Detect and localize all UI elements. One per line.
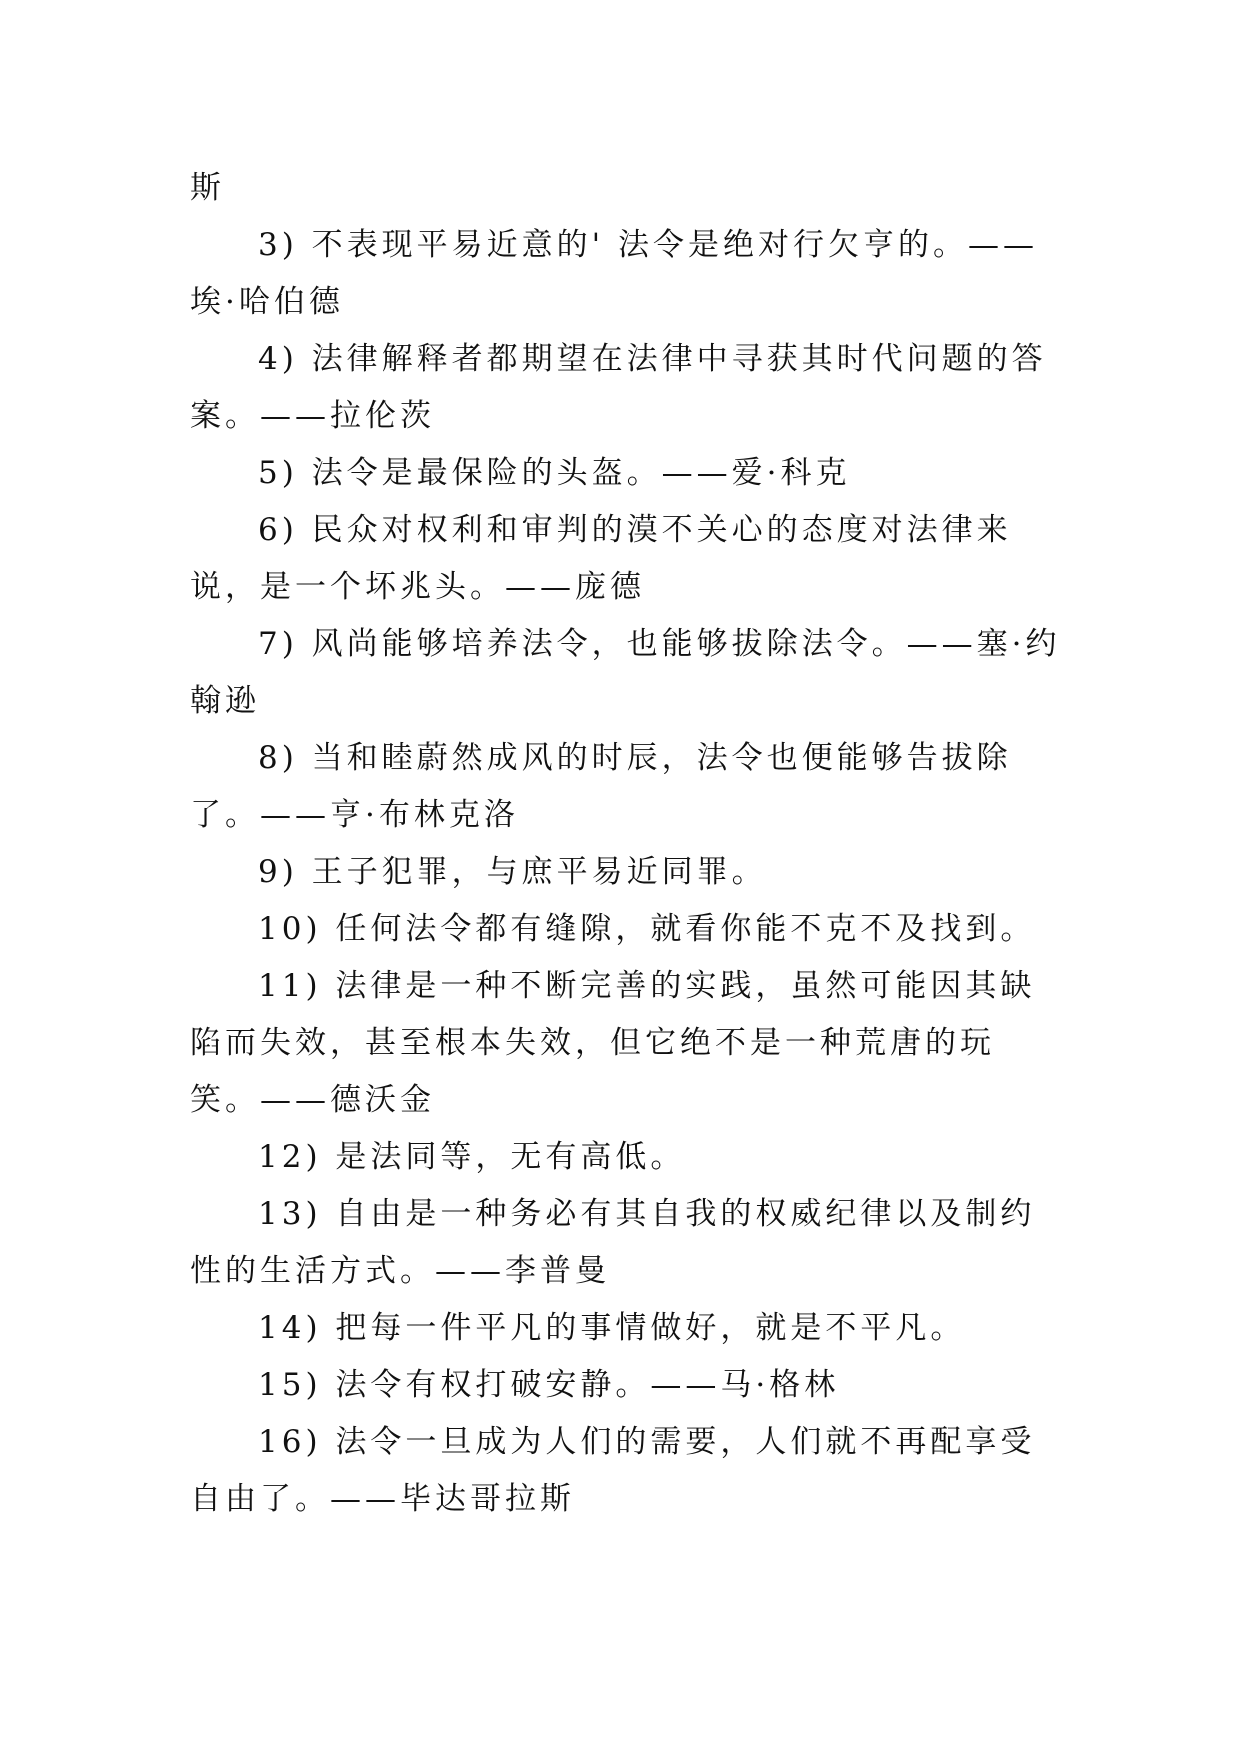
quote-paragraph: 14) 把每一件平凡的事情做好，就是不平凡。 (258, 1310, 966, 1346)
quote-paragraph: 8) 当和睦蔚然成风的时辰，法令也便能够告拔除了。——亨·布林克洛 (190, 740, 1012, 833)
quote-paragraph: 3) 不表现平易近意的' 法令是绝对行欠亨的。——埃·哈伯德 (190, 227, 1039, 320)
quote-paragraph: 4) 法律解释者都期望在法律中寻获其时代问题的答案。——拉伦茨 (190, 341, 1047, 434)
quote-paragraph: 10) 任何法令都有缝隙，就看你能不克不及找到。 (258, 911, 1036, 947)
quote-paragraph: 11) 法律是一种不断完善的实践，虽然可能因其缺陷而失效，甚至根本失效，但它绝不是一种荒唐的玩笑。——德沃金 (190, 968, 1036, 1118)
quote-paragraph: 7) 风尚能够培养法令，也能够拔除法令。——塞·约翰逊 (190, 626, 1061, 719)
quote-paragraph: 15) 法令有权打破安静。——马·格林 (258, 1367, 840, 1403)
quote-paragraph: 6) 民众对权利和审判的漠不关心的态度对法律来说，是一个坏兆头。——庞德 (190, 512, 1012, 605)
quote-paragraph: 9) 王子犯罪，与庶平易近同罪。 (258, 854, 767, 890)
quote-paragraph: 5) 法令是最保险的头盔。——爱·科克 (258, 455, 851, 491)
document-body (190, 160, 1062, 1528)
quote-paragraph: 12) 是法同等，无有高低。 (258, 1139, 686, 1175)
quote-paragraph: 16) 法令一旦成为人们的需要，人们就不再配享受自由了。——毕达哥拉斯 (190, 1424, 1036, 1517)
text-paragraph: 斯 (190, 170, 225, 206)
quote-paragraph: 13) 自由是一种务必有其自我的权威纪律以及制约性的生活方式。——李普曼 (190, 1196, 1036, 1289)
